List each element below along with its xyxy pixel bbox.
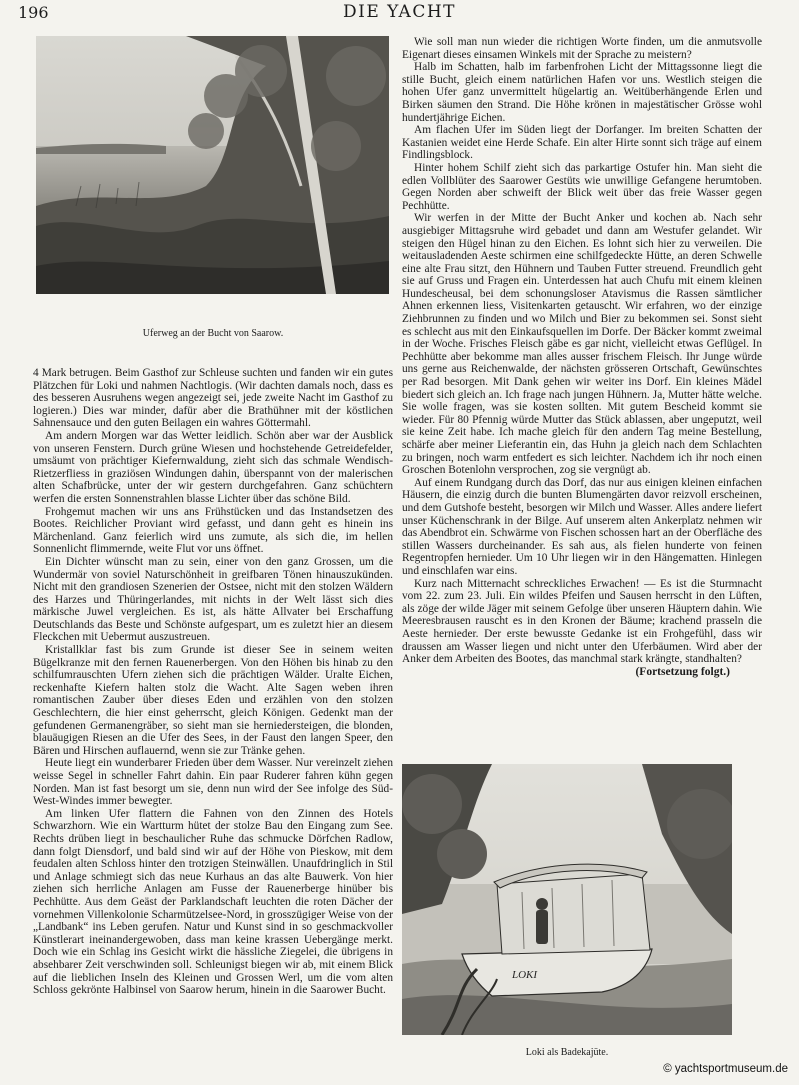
boat-loki-photo <box>402 764 732 1035</box>
boat-figure <box>402 764 732 1058</box>
paragraph: Am andern Morgen war das Wetter leidlich. Schön aber war der Ausblick von unseren Fenstern. Durch grüne Wiesen und hochstehende Getreidefelder, umsäumt von prächtiger Kiefernwaldung, zieht sich das schmale Wendisch-Rietzerfliess in graziösen Windungen dahin, überspannt von der malerischen alten Schafbrücke, unter der wir gestern durchgefahren. Ganz schüchtern werfen die ersten Sonnenstrahlen blasse Lichter über das schöne Bild. <box>33 429 393 505</box>
paragraph: Heute liegt ein wunderbarer Frieden über dem Wasser. Nur vereinzelt ziehen weisse Segel in schneller Fahrt dahin. Ein paar Ruderer fahren kühn gegen Norden. Man ist fast besorgt um sie, denn nun wird der See infolge des Süd-West-Windes immer bewegter. <box>33 757 393 808</box>
watermark: © yachtsportmuseum.de <box>660 1063 791 1075</box>
lakeshore-path-photo <box>36 36 389 294</box>
paragraph: 4 Mark betrugen. Beim Gasthof zur Schleuse suchten und fanden wir ein gutes Plätzchen für Loki und nahmen Nachtlogis. (Wir dachten damals noch, dass es des besseren Ausruhens wegen angezeigt sei, jede zweite Nacht im Gasthof zu logieren.) Dies war minder, dafür aber die Brathühner mit der köstlichen Sahnensauce und den guten Beilagen ein wahres Göttermahl. <box>33 367 393 430</box>
paragraph: Am flachen Ufer im Süden liegt der Dorfanger. Im breiten Schatten der Kastanien weidet eine Herde Schafe. Ein alter Hirte sonnt sich träge auf einem Findlingsblock. <box>402 124 762 162</box>
paragraph: Kurz nach Mitternacht schreckliches Erwachen! — Es ist die Sturmnacht vom 22. zum 23. Juli. Ein wildes Pfeifen und Sausen herrscht in den Lüften, als zöge der wilde Jäger mit seinem Gefolge über unseren Häuptern dahin. Wie Meeresbrausen rauscht es in den Kronen der Bäume; krachend prasseln die Aeste hernieder. Der erste bewusste Gedanke ist ein Frohgefühl, dass wir draussen am Wasser liegen und nicht unter den Uferbäumen. Wird aber der Anker dem Arbeiten des Bootes, das manchmal stark krängte, standhalten? <box>402 577 762 666</box>
paragraph: Ein Dichter wünscht man zu sein, einer von den ganz Grossen, um die Wundermär von soviel Naturschönheit in greifbaren Tönen hinauszukünden. Nicht mit den grandiosen Szenerien der Ostsee, nicht mit den stolzen Wäldern des Harzes und Thüringerlandes, mit nichts in der Welt lässt sich dies märkische Juwel vergleichen. Es ist, als hätte Allvater bei Erschaffung Deutschlands das Beste und Schönste aufgespart, um es zuletzt hier an diesem Fleckchen mit Uebermut auszustreuen. <box>33 555 393 644</box>
paragraph: Hinter hohem Schilf zieht sich das parkartige Ostufer hin. Man sieht die edlen Vollblüter des Saarower Gestüts wie unwillige Gefangene herumtoben. Gegen Norden aber schweift der Blick weit über das freie Wasser gegen Pechhütte. <box>402 161 762 212</box>
page-number: 196 <box>18 3 49 22</box>
paragraph: Auf einem Rundgang durch das Dorf, das nur aus einigen kleinen einfachen Häusern, die einzig durch die bunten Blumengärten davor reizvoll erscheinen, und dem Gutshofe besteht, besorgen wir Milch und Wasser. Alles andere liefert unser Küchenschrank in der Bilge. Auf unserem alten Ankerplatz nehmen wir das Abendbrot ein. Schwärme von Fischen schossen hart an der Oberfläche des stillen Wassers durcheinander. Es sah aus, als fielen hunderte von feinen Regentropfen hernieder. Um 10 Uhr liegen wir in den Hängematten. Hinlegen und einschlafen war eins. <box>402 476 762 577</box>
paragraph: Wir werfen in der Mitte der Bucht Anker und kochen ab. Nach sehr ausgiebiger Mittagsruhe wird gebadet und dann am Westufer gelandet. Wir steigen den Hügel hinan zu den Eichen. Es lohnt sich hier zu verweilen. Die weitausladenden Aeste schirmen eine schilfgedeckte Hütte, an deren Schwelle eine alte Frau sitzt, den Hühnern und Tauben Futter streuend. Freundlich geht sie auf Gruss und Fragen ein. Unterdessen hat auch Chufu mit einem kleinen Hundescheusal, bei dem schonungsloser Atavismus die Rassen sämtlicher Ahnen erkennen liess, Visitenkarten getauscht. Wir erfahren, wo der einzige Ziehbrunnen zu finden und wo Milch und Bier zu bekommen sei. Sonst sieht es schlecht aus mit den Einkaufsquellen im Dorfe. Der Bäcker kommt zweimal in der Woche. Frisches Fleisch gäbe es gar nicht, vielleicht etwas Geflügel. In Pechhütte aber bekomme man alles ausser frischem Fleisch. Ihr Junge würde uns gerne aus Reichenwalde, der nächsten grösseren Ortschaft, Gewünschtes per Rad besorgen. Mit Dank gehen wir weiter ins Dorf. Ein kleines Mädel biedert sich gleich an. Ich frage nach jungen Hühnern. Ja, Mutter hätte welche. Sie wolle fragen, was sie kosten sollten. Mit gutem Bescheid kommt sie wieder. Für 80 Pfennig würde Mutter das Stück ablassen, aber ungeputzt, weil sie keine Zeit habe. Ich mache gleich für den andern Tag meine Bestellung, schärfe aber meiner Lieferantin ein, das Huhn ja gleich nach dem Schlachten zu bringen, noch warm entfedert es sich leichter. Nachdem ich ihr noch einen Groschen Botenlohn versprochen, zog sie vergnügt ab. <box>402 212 762 477</box>
boat-name-lettering: LOKI <box>512 969 538 981</box>
paragraph: Halb im Schatten, halb im farbenfrohen Licht der Mittagssonne liegt die stille Bucht, gleich einem natürlichen Hafen vor uns. Westlich steigen die hohen Ufer ganz unvermittelt hügelartig an. Weitüberhängende Erlen und Birken säumen den Strand. Die Höhe krönen in majestätischer Grösse wohl hundertjährige Eichen. <box>402 61 762 124</box>
paragraph: Am linken Ufer flattern die Fahnen von den Zinnen des Hotels Schwarzhorn. Wie ein Wartturm hütet der stolze Bau den Eingang zum See. Rechts drüben liegt in beschaulicher Ruhe das schmucke Dörfchen Radlow, dann folgt Diensdorf, und bald sind wir auf der Höhe von Pieskow, mit dem feudalen alten Schloss hinter den trotzigen Steinwällen. Unaufdringlich in Stil und Anlage schmiegt sich das neue Kurhaus an das alte Bauwerk. Von hier ziehen sich herrliche Anlagen am Fusse der Rauenerberge hinüber bis Pechhütte. Aus dem Geäst der Parklandschaft leuchten die roten Dächer der vornehmen Villenkolonie Scharmützelsee-Nord, in grosszügiger Weise von der „Landbank“ ins Leben gerufen. Natur und Kunst sind in so geschmackvoller Künstlerart ineinandergewoben, dass man keine krassen Uebergänge merkt. Doch wie ein Schlag ins Gesicht wirkt die hässliche Ziegelei, die übrigens in absehbarer Zeit verschwinden soll. Schleunigst biegen wir ab, mit einem Blick auf die lieblichen Inseln des Kleinen und Grossen Werl, um die vom alten Schloss gekrönte Halbinsel von Saarow herum, hinein in die Saarower Bucht. <box>33 807 393 997</box>
running-head: DIE YACHT <box>342 2 456 22</box>
figure-caption: Loki als Badekajüte. <box>525 1047 609 1058</box>
paragraph: Frohgemut machen wir uns ans Frühstücken und das Instandsetzen des Bootes. Reichlicher Proviant wird gefasst, und dann geht es hinein ins Märchenland. Ganz feierlich wird uns zumute, als sich die, im hellen Sonnenlicht flimmernde, weite Flut vor uns öffnet. <box>33 505 393 556</box>
right-column <box>402 36 762 678</box>
left-column <box>33 36 393 997</box>
figure-caption: Uferweg an der Bucht von Saarow. <box>142 328 284 339</box>
paragraph: Wie soll man nun wieder die richtigen Worte finden, um die anmutsvolle Eigenart dieses einsamen Winkels mit der Sprache zu meistern? <box>402 36 762 61</box>
paragraph: Kristallklar fast bis zum Grunde ist dieser See in seinem weiten Bügelkranze mit den fernen Rauenerbergen. Von den Höhen bis hinab zu den schilfumrauschten Ufern ziehen sich die prächtigen Wälder. Uralte Eichen, reckenhafte Kiefern halten stolz die Wacht. Alte Sagen weben ihren romantischen Zauber über dieses Eden und erzählen von den stolzen Geschlechtern, die hier einst geherrscht, gleich Königen. Gedenkt man der gefundenen Germanengräber, so sieht man sie herniedersteigen, die blonden, blauäugigen Riesen an die Ufer des Sees, in der Faust den langen Speer, den Bären und Hirschen auflauernd, wenn sie zur Tränke gehen. <box>33 644 393 757</box>
to-be-continued-note: (Fortsetzung folgt.) <box>635 665 730 678</box>
